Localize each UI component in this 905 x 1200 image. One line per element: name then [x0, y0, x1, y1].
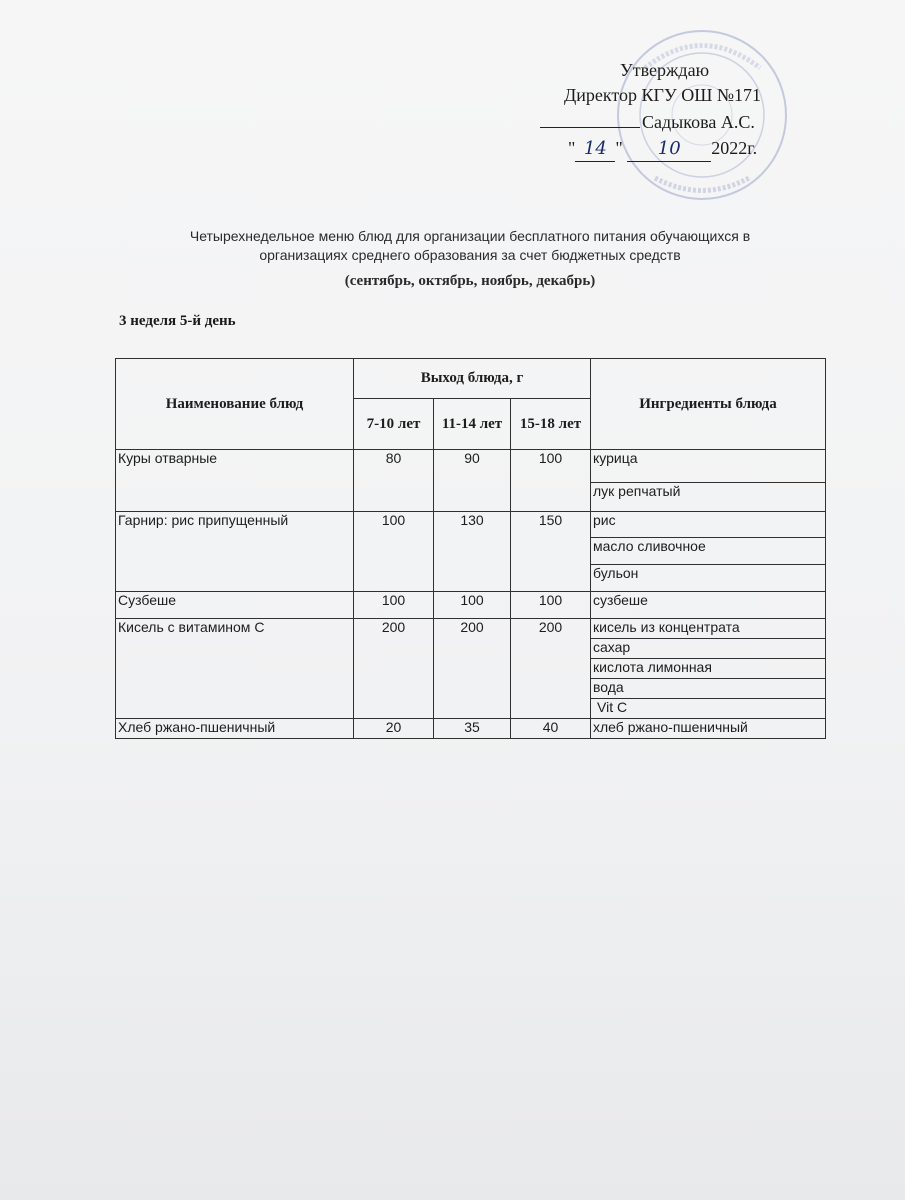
- table-row: [116, 592, 826, 619]
- dish-name: Хлеб ржано-пшеничный: [116, 719, 354, 739]
- ingredient: сузбеше: [591, 592, 826, 619]
- approval-signature-line: [540, 110, 755, 134]
- yield-15-18: 200: [511, 619, 591, 719]
- title-months: (сентябрь, октябрь, ноябрь, декабрь): [344, 273, 596, 289]
- yield-15-18: 150: [511, 512, 591, 592]
- header-age-15-18: 15-18 лет: [511, 399, 591, 450]
- date-quote-close: ": [615, 138, 623, 158]
- approval-director-name: Садыкова А.С.: [642, 112, 755, 132]
- yield-11-14: 90: [434, 450, 511, 512]
- yield-11-14: 200: [434, 619, 511, 719]
- ingredient: вода: [591, 679, 826, 699]
- dish-name: Куры отварные: [116, 450, 354, 512]
- table-row: [116, 512, 826, 538]
- date-quote-open: ": [568, 138, 576, 158]
- dish-name: Гарнир: рис припущенный: [116, 512, 354, 592]
- header-yield: Выход блюда, г: [354, 359, 591, 399]
- ingredient: бульон: [591, 565, 826, 592]
- signature-blank: [540, 111, 640, 128]
- approval-position: Директор КГУ ОШ №171: [564, 85, 762, 105]
- ingredient: хлеб ржано-пшеничный: [591, 719, 826, 739]
- yield-15-18: 100: [511, 592, 591, 619]
- yield-11-14: 130: [434, 512, 511, 592]
- ingredient: лук репчатый: [591, 483, 826, 512]
- date-year: 2022г.: [711, 138, 758, 158]
- header-dish-name: Наименование блюд: [116, 359, 354, 450]
- ingredient: Vit C: [591, 699, 826, 719]
- table-row: [116, 719, 826, 739]
- date-day: 14: [575, 137, 615, 162]
- yield-7-10: 100: [354, 512, 434, 592]
- menu-table: [115, 358, 826, 739]
- ingredient: рис: [591, 512, 826, 538]
- header-age-7-10: 7-10 лет: [354, 399, 434, 450]
- header-ingredients: Ингредиенты блюда: [591, 359, 826, 450]
- date-month: 10: [627, 137, 711, 162]
- yield-11-14: 35: [434, 719, 511, 739]
- yield-7-10: 200: [354, 619, 434, 719]
- yield-15-18: 100: [511, 450, 591, 512]
- yield-7-10: 100: [354, 592, 434, 619]
- table-row: [116, 619, 826, 639]
- yield-7-10: 80: [354, 450, 434, 512]
- title-line-1: Четырехнедельное меню блюд для организации бесплатного питания обучающихся в: [189, 228, 751, 244]
- yield-15-18: 40: [511, 719, 591, 739]
- header-age-11-14: 11-14 лет: [434, 399, 511, 450]
- ingredient: курица: [591, 450, 826, 483]
- ingredient: кисель из концентрата: [591, 619, 826, 639]
- ingredient: сахар: [591, 639, 826, 659]
- day-heading: 3 неделя 5-й день: [119, 313, 236, 329]
- approval-title: Утверждаю: [620, 60, 710, 80]
- dish-name: Кисель с витамином С: [116, 619, 354, 719]
- yield-11-14: 100: [434, 592, 511, 619]
- yield-7-10: 20: [354, 719, 434, 739]
- table-row: [116, 450, 826, 483]
- approval-date: [568, 136, 757, 162]
- title-line-2: организациях среднего образования за счет бюджетных средств: [259, 247, 681, 263]
- ingredient: кислота лимонная: [591, 659, 826, 679]
- ingredient: масло сливочное: [591, 538, 826, 565]
- dish-name: Сузбеше: [116, 592, 354, 619]
